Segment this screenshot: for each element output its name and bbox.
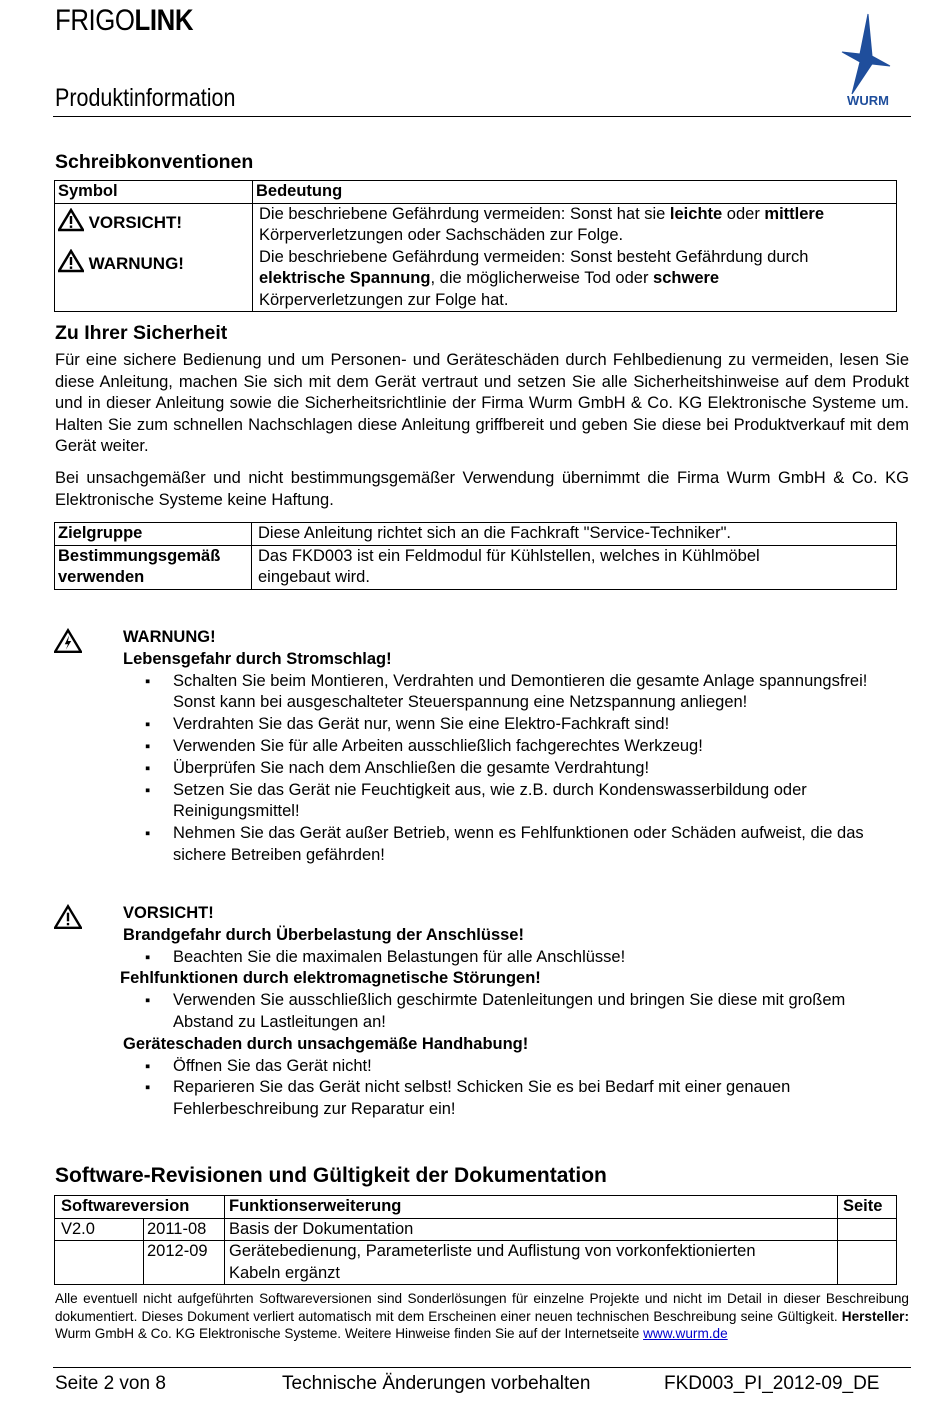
conventions-table [54, 180, 897, 312]
col-symbol: Symbol [55, 181, 253, 204]
date-cell: 2011-08 [144, 1218, 225, 1241]
caution-block [120, 903, 903, 1121]
page-cell [838, 1241, 897, 1285]
list-item: ▪ Beachten Sie die maximalen Belastungen für alle Anschlüsse! [123, 947, 903, 969]
target-table [54, 522, 897, 590]
document-id: FKD003_PI_2012-09_DE [664, 1373, 880, 1394]
page-number: Seite 2 von 8 [55, 1373, 166, 1394]
symbol-cell [55, 247, 253, 312]
footer-notice: Technische Änderungen vorbehalten [282, 1373, 591, 1394]
warning-title: WARNUNG! [123, 628, 216, 646]
caution-subtitle: Geräteschaden durch unsachgemäße Handhabung! [123, 1034, 529, 1053]
target-label-line: verwenden [58, 568, 145, 586]
manufacturer-label: Hersteller: [841, 1308, 909, 1324]
warning-electric-icon [54, 628, 82, 654]
revisions-heading: Software-Revisionen und Gültigkeit der Dokumentation [55, 1164, 607, 1187]
meaning-text: Die beschriebene Gefährdung vermeiden: Sonst hat sie [259, 204, 670, 223]
note-text: Alle eventuell nicht aufgeführten Softwareversionen sind Sonderlösungen für einzelne Projekte und nicht im Detail in dieser Beschreibung dokumentiert. Dieses Dokument verliert automatisch mit dem Erscheinen einer neuen technischen Beschreibung seine Gültigkeit. [55, 1291, 909, 1324]
revisions-table [54, 1195, 897, 1285]
list-item: ▪ Öffnen Sie das Gerät nicht! [123, 1056, 903, 1078]
caution-list-2 [123, 990, 903, 1034]
logo-text: WURM [847, 93, 889, 107]
meaning-bold: leichte [669, 204, 723, 223]
version-cell [55, 1241, 144, 1285]
list-item: ▪ Reparieren Sie das Gerät nicht selbst! Schicken Sie es bei Bedarf mit einer genauen Fehlerbeschreibung zur Reparatur ein! [123, 1077, 903, 1121]
caution-title: VORSICHT! [123, 904, 214, 922]
logo-star-icon [842, 14, 890, 94]
symbol-label: VORSICHT! [88, 212, 183, 232]
header-divider [53, 116, 911, 117]
validity-note [55, 1290, 909, 1343]
meaning-text: Körperverletzungen zur Folge hat. [259, 290, 509, 309]
warning-triangle-icon [58, 249, 84, 273]
col-meaning: Bedeutung [253, 181, 897, 204]
version-cell: V2.0 [55, 1218, 144, 1241]
caution-subtitle: Fehlfunktionen durch elektromagnetische Störungen! [120, 969, 541, 988]
meaning-bold: schwere [653, 269, 720, 287]
target-value-line: eingebaut wird. [258, 568, 370, 586]
meaning-bold: elektrische Spannung [259, 269, 431, 287]
function-cell: Basis der Dokumentation [225, 1218, 838, 1241]
warning-list [123, 671, 903, 867]
list-item: ▪ Überprüfen Sie nach dem Anschließen die gesamte Verdrahtung! [123, 758, 903, 780]
meaning-text: Die beschriebene Gefährdung vermeiden: Sonst besteht Gefährdung durch [259, 247, 809, 266]
wurm-logo [838, 12, 898, 107]
page-subtitle: Produktinformation [55, 84, 236, 112]
meaning-text: Körperverletzungen oder Sachschäden zur Folge. [259, 226, 624, 244]
target-label-line: Bestimmungsgemäß [58, 546, 221, 565]
brand-title [55, 4, 193, 38]
brand-light: FRIGO [55, 4, 135, 37]
list-item: ▪ Nehmen Sie das Gerät außer Betrieb, wenn es Fehlfunktionen oder Schäden aufweist, die das sichere Betreiben gefährden! [123, 823, 903, 867]
table-row [55, 1196, 897, 1219]
list-item: ▪ Setzen Sie das Gerät nie Feuchtigkeit aus, wie z.B. durch Kondenswasserbildung oder Reinigungsmittel! [123, 780, 903, 824]
symbol-cell [55, 203, 253, 247]
target-label: Zielgruppe [55, 523, 252, 546]
table-row [55, 203, 897, 247]
list-item: ▪ Verdrahten Sie das Gerät nur, wenn Sie eine Elektro-Fachkraft sind! [123, 714, 903, 736]
function-line: Kabeln ergänzt [229, 1263, 340, 1282]
symbol-label: WARNUNG! [88, 253, 184, 273]
target-value: Diese Anleitung richtet sich an die Fachkraft "Service-Techniker". [252, 523, 897, 546]
note-text: Wurm GmbH & Co. KG Elektronische Systeme. Weitere Hinweise finden Sie auf der Internetseite [55, 1326, 644, 1341]
meaning-text: oder [722, 204, 765, 223]
conventions-heading: Schreibkonventionen [55, 151, 254, 173]
table-row [55, 545, 897, 589]
caution-subtitle: Brandgefahr durch Überbelastung der Anschlüsse! [123, 925, 524, 944]
footer-divider [53, 1367, 911, 1368]
caution-list-3 [123, 1056, 903, 1121]
safety-heading: Zu Ihrer Sicherheit [55, 322, 228, 344]
function-line: Gerätebedienung, Parameterliste und Auflistung von vorkonfektionierten [229, 1242, 756, 1260]
brand-bold: LINK [134, 4, 194, 37]
meaning-bold: mittlere [764, 204, 825, 223]
target-value-line: Das FKD003 ist ein Feldmodul für Kühlstellen, welches in Kühlmöbel [258, 546, 760, 565]
meaning-text: , die möglicherweise Tod oder [430, 269, 654, 287]
safety-paragraph-2: Bei unsachgemäßer und nicht bestimmungsgemäßer Verwendung übernimmt die Firma Wurm GmbH & Co. KG Elektronische Systeme keine Haftung. [55, 469, 909, 509]
col-version: Softwareversion [55, 1196, 225, 1219]
list-item: ▪ Verwenden Sie ausschließlich geschirmte Datenleitungen und bringen Sie diese mit großem Abstand zu Lastleitungen an! [123, 990, 903, 1034]
meaning-cell [253, 247, 897, 312]
col-function: Funktionserweiterung [225, 1196, 838, 1219]
col-page: Seite [838, 1196, 897, 1219]
table-row [55, 181, 897, 204]
table-row [55, 523, 897, 546]
table-row [55, 1218, 897, 1241]
list-item: ▪ Verwenden Sie für alle Arbeiten ausschließlich fachgerechtes Werkzeug! [123, 736, 903, 758]
function-cell [225, 1241, 838, 1285]
table-row [55, 247, 897, 312]
target-value [252, 545, 897, 589]
list-item: ▪ Schalten Sie beim Montieren, Verdrahten und Demontieren die gesamte Anlage spannungsfrei! Sonst kann bei ausgeschalteter Steuerspannung eine Netzspannung anliegen! [123, 671, 903, 715]
page-cell [838, 1218, 897, 1241]
website-link[interactable]: www.wurm.de [643, 1326, 728, 1341]
table-row [55, 1241, 897, 1285]
warning-block [123, 627, 903, 867]
target-label [55, 545, 252, 589]
caution-list-1 [123, 947, 903, 969]
caution-triangle-icon [54, 904, 82, 930]
date-cell: 2012-09 [144, 1241, 225, 1285]
safety-paragraph-1: Für eine sichere Bedienung und um Personen- und Geräteschäden durch Fehlbedienung zu vermeiden, lesen Sie diese Anleitung, machen Sie sich mit dem Gerät vertraut und setzen Sie alle Sicherheitshinweise auf dem Produkt und in dieser Anleitung sowie die Sicherheitsrichtlinie der Firma Wurm GmbH & Co. KG Elektronische Systeme um. Halten Sie zum schnellen Nachschlagen diese Anleitung griffbereit und geben Sie diese bei Produktverkauf mit dem Gerät weiter. [55, 351, 909, 455]
meaning-cell [253, 203, 897, 247]
warning-triangle-icon [58, 208, 84, 232]
warning-subtitle: Lebensgefahr durch Stromschlag! [123, 649, 392, 668]
